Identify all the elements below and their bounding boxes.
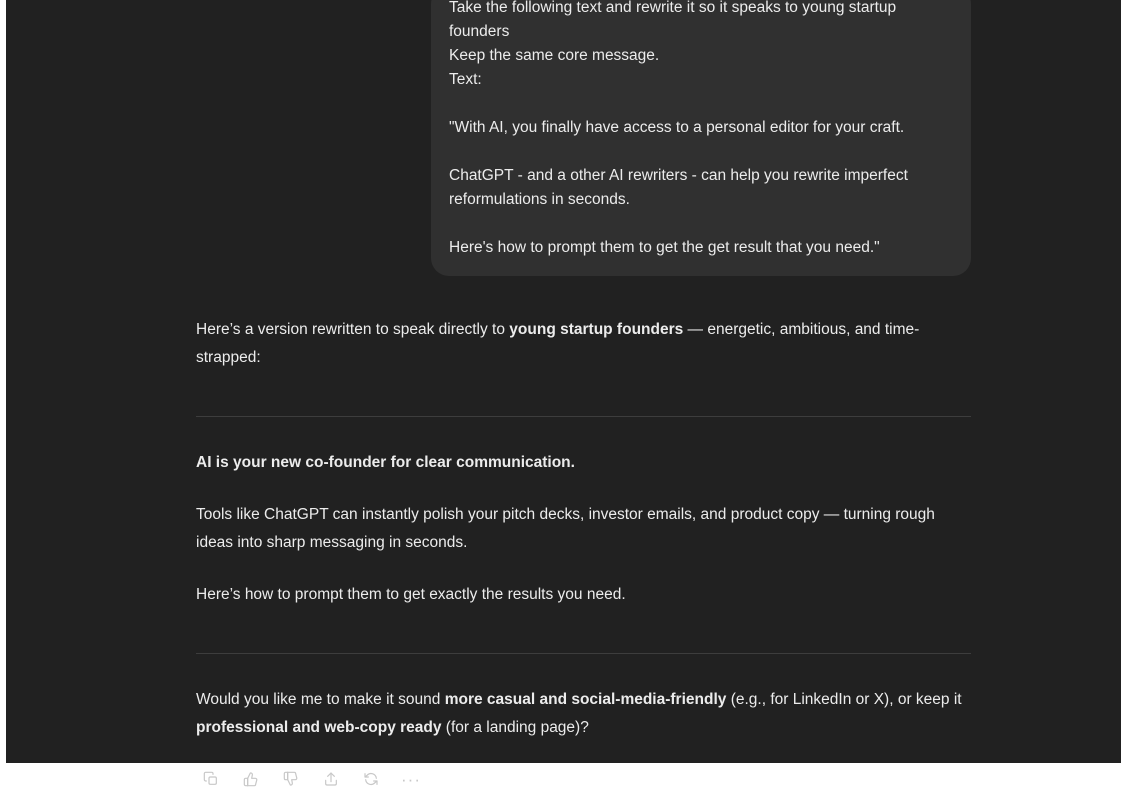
- conversation-list: [6, 0, 1121, 794]
- message-actions-toolbar: [196, 764, 1121, 794]
- user-line-2: Keep the same core message.: [449, 47, 660, 64]
- user-quote-3: Here's how to prompt them to get the get result that you need.": [449, 239, 880, 256]
- more-options-button[interactable]: [396, 764, 426, 794]
- followup-bold-2: professional and web-copy ready: [196, 719, 442, 736]
- conversation-thread[interactable]: [6, 0, 1121, 789]
- user-message-bubble[interactable]: [431, 0, 971, 276]
- divider-bottom: [196, 653, 971, 654]
- assistant-followup: [196, 686, 971, 742]
- regenerate-button[interactable]: [356, 764, 386, 794]
- share-icon: [323, 771, 339, 787]
- assistant-intro: [196, 316, 971, 372]
- divider-top: [196, 416, 971, 417]
- assistant-heading: AI is your new co-founder for clear communication.: [196, 454, 575, 471]
- thumbs-up-icon: [243, 771, 259, 787]
- followup-part-2: (e.g., for LinkedIn or X), or keep it: [726, 691, 962, 708]
- followup-part-1: Would you like me to make it sound: [196, 691, 445, 708]
- copy-button[interactable]: [196, 764, 226, 794]
- assistant-intro-bold: young startup founders: [509, 321, 684, 338]
- thumbs-down-button[interactable]: [276, 764, 306, 794]
- user-line-3: Text:: [449, 71, 482, 88]
- user-line-1: Take the following text and rewrite it so it speaks to young startup founders: [449, 0, 897, 40]
- followup-bold-1: more casual and social-media-friendly: [444, 691, 727, 708]
- user-message-row: [6, 0, 1121, 276]
- thumbs-up-button[interactable]: [236, 764, 266, 794]
- copy-icon: [203, 771, 219, 787]
- assistant-intro-suffix: — energetic, ambitious, and time-strapped:: [196, 321, 920, 366]
- user-quote-1: "With AI, you finally have access to a personal editor for your craft.: [449, 119, 905, 136]
- assistant-paragraph: Tools like ChatGPT can instantly polish your pitch decks, investor emails, and product copy — turning rough ideas into sharp messaging in seconds.: [196, 506, 935, 551]
- assistant-closing: Here’s how to prompt them to get exactly the results you need.: [196, 586, 626, 603]
- user-quote-2: ChatGPT - and a other AI rewriters - can help you rewrite imperfect reformulations in seconds.: [449, 167, 908, 208]
- assistant-message: [196, 276, 971, 742]
- followup-part-3: (for a landing page)?: [441, 719, 589, 736]
- ellipsis-icon: ···: [401, 769, 421, 789]
- share-button[interactable]: [316, 764, 346, 794]
- assistant-intro-prefix: Here’s a version rewritten to speak directly to: [196, 321, 510, 338]
- thumbs-down-icon: [283, 771, 299, 787]
- regenerate-icon: [363, 771, 379, 787]
